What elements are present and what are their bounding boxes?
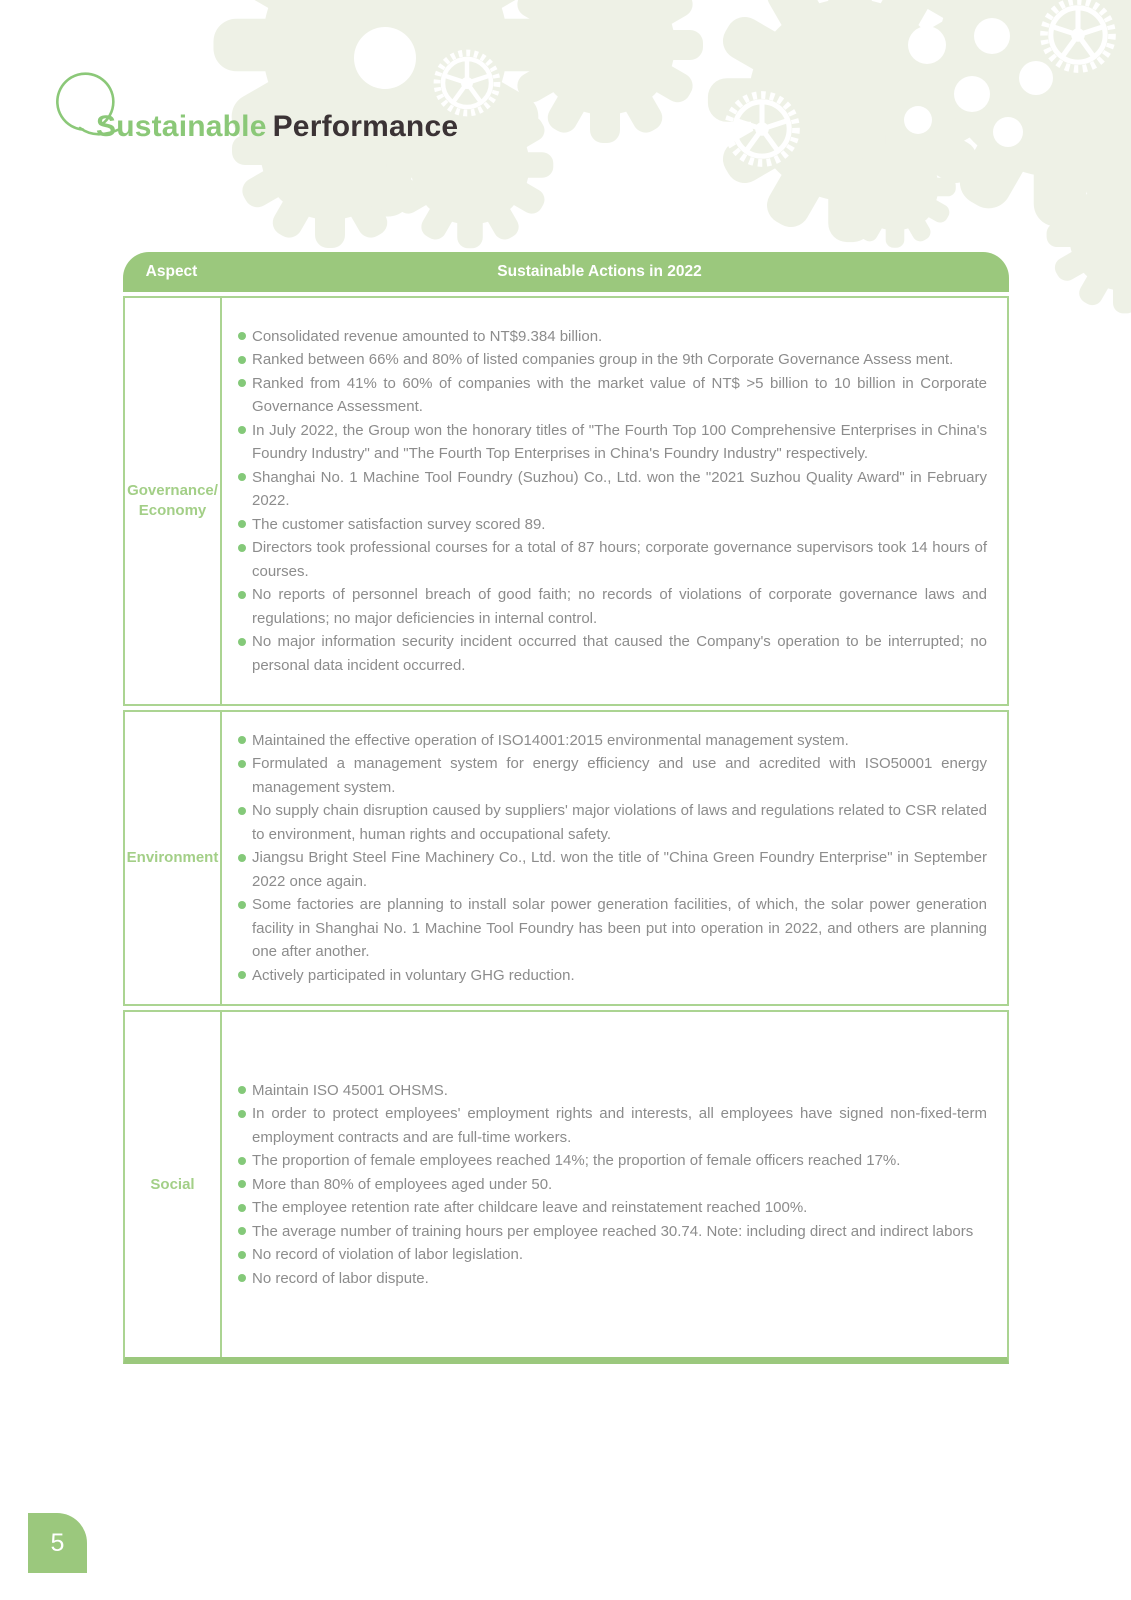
aspect-label bbox=[125, 712, 222, 1004]
action-item: More than 80% of employees aged under 50. bbox=[238, 1173, 987, 1197]
actions-cell bbox=[222, 712, 1007, 1004]
action-item: No supply chain disruption caused by suppliers' major violations of laws and regulations related to CSR related to environment, human rights and occupational safety. bbox=[238, 799, 987, 846]
action-item: The employee retention rate after childcare leave and reinstatement reached 100%. bbox=[238, 1196, 987, 1220]
action-item: Maintain ISO 45001 OHSMS. bbox=[238, 1079, 987, 1103]
action-item: Ranked from 41% to 60% of companies with the market value of NT$ >5 billion to 10 billion in Corporate Governance Assessment. bbox=[238, 372, 987, 419]
page-title-highlight: Sustainable bbox=[96, 110, 267, 143]
actions-cell bbox=[222, 298, 1007, 704]
aspect-label-line: Social bbox=[150, 1175, 195, 1193]
column-header-actions: Sustainable Actions in 2022 bbox=[497, 263, 702, 280]
aspect-label-line: Economy bbox=[138, 502, 207, 519]
action-item: Directors took professional courses for a total of 87 hours; corporate governance supervisors took 14 hours of courses. bbox=[238, 536, 987, 583]
action-item: No reports of personnel breach of good faith; no records of violations of corporate governance laws and regulations; no major deficiencies in internal control. bbox=[238, 583, 987, 630]
action-item: Ranked between 66% and 80% of listed companies group in the 9th Corporate Governance Assess ment. bbox=[238, 348, 987, 372]
action-item: No major information security incident occurred that caused the Company's operation to be interrupted; no personal data incident occurred. bbox=[238, 630, 987, 677]
table-row-social bbox=[123, 1010, 1009, 1364]
page-title-rest: Performance bbox=[272, 110, 459, 143]
table-row-environment bbox=[123, 710, 1009, 1006]
aspect-label-line: Environment bbox=[126, 849, 219, 866]
action-item: In July 2022, the Group won the honorary titles of "The Fourth Top 100 Comprehensive Enterprises in China's Foundry Industry" and "The Fourth Top Enterprises in China's Foundry Industry" respectively. bbox=[238, 419, 987, 466]
action-item: No record of violation of labor legislation. bbox=[238, 1243, 987, 1267]
page-title bbox=[96, 110, 458, 144]
action-item: No record of labor dispute. bbox=[238, 1267, 987, 1291]
action-item: Some factories are planning to install solar power generation facilities, of which, the solar power generation facility in Shanghai No. 1 Machine Tool Foundry has been put into operation in 2022, and others are planning one after another. bbox=[238, 893, 987, 964]
action-item: The customer satisfaction survey scored 89. bbox=[238, 513, 987, 537]
actions-list bbox=[222, 325, 1007, 678]
action-item: Jiangsu Bright Steel Fine Machinery Co., Ltd. won the title of "China Green Foundry Enterprise" in September 2022 once again. bbox=[238, 846, 987, 893]
action-item: Formulated a management system for energy efficiency and use and acredited with ISO50001 energy management system. bbox=[238, 752, 987, 799]
actions-cell bbox=[222, 1012, 1007, 1357]
page-number-badge bbox=[28, 1513, 87, 1573]
page-number: 5 bbox=[50, 1528, 65, 1557]
action-item: Actively participated in voluntary GHG reduction. bbox=[238, 964, 987, 988]
action-item: The average number of training hours per employee reached 30.74. Note: including direct and indirect labors bbox=[238, 1220, 987, 1244]
table-header-row bbox=[123, 252, 1009, 292]
column-header-aspect: Aspect bbox=[145, 263, 198, 280]
actions-list bbox=[222, 1079, 1007, 1291]
aspect-label bbox=[125, 298, 222, 704]
aspect-label-line: Governance/ bbox=[127, 482, 218, 499]
table-row-governance-economy bbox=[123, 296, 1009, 706]
aspect-label bbox=[125, 1012, 222, 1357]
sustainable-actions-table bbox=[123, 252, 1009, 1364]
actions-list bbox=[222, 729, 1007, 988]
action-item: Consolidated revenue amounted to NT$9.384 billion. bbox=[238, 325, 987, 349]
action-item: The proportion of female employees reached 14%; the proportion of female officers reached 17%. bbox=[238, 1149, 987, 1173]
action-item: Maintained the effective operation of ISO14001:2015 environmental management system. bbox=[238, 729, 987, 753]
action-item: In order to protect employees' employment rights and interests, all employees have signed non-fixed-term employment contracts and are full-time workers. bbox=[238, 1102, 987, 1149]
action-item: Shanghai No. 1 Machine Tool Foundry (Suzhou) Co., Ltd. won the "2021 Suzhou Quality Award" in February 2022. bbox=[238, 466, 987, 513]
